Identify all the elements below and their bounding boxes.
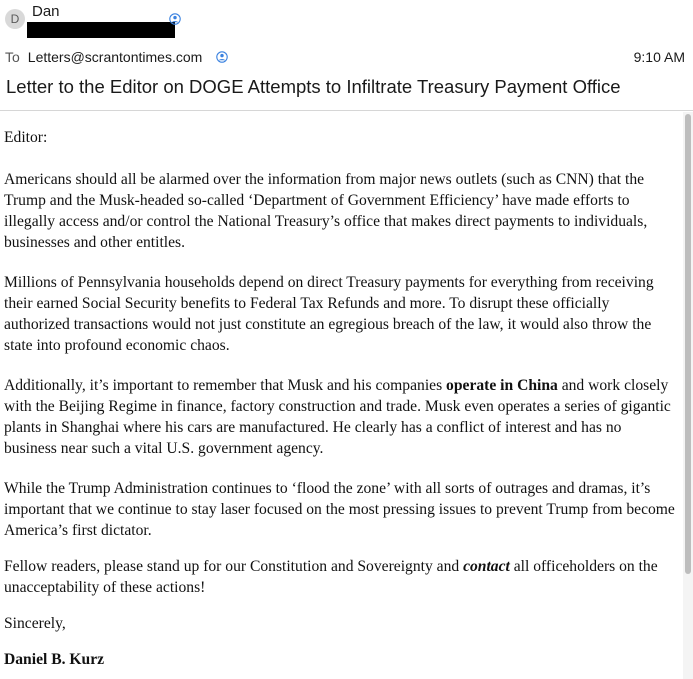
letter-paragraph: Americans should all be alarmed over the information from major news outlets (such as CNN) that the Trump and the Musk-headed so-called ‘Department of Government Efficiency’ have made efforts to illegally access and/or control the National Treasury’s office that makes direct payments to individuals, businesses and other entitles. [4,171,648,251]
recipient-row [5,49,202,65]
paragraph-text: Fellow readers, please stand up for our Constitution and Sovereignty and [4,558,464,575]
message-body [4,112,680,679]
letter-paragraph: While the Trump Administration continues to ‘flood the zone’ with all sorts of outrages and dramas, it’s important that we continue to stay laser focused on the most pressing issues to prevent Trump from become America’s first dictator. [4,480,675,539]
letter-closing: Sincerely, [4,615,66,632]
letter-paragraph: Millions of Pennsylvania households depend on direct Treasury payments for everything from receiving their earned Social Security benefits to Federal Tax Refunds and more. To disrupt these officially authorized transactions would not just constitute an egregious breach of the law, it would also throw the state into profound economic chaos. [4,274,654,354]
person-contact-icon[interactable] [216,51,228,63]
message-subject: Letter to the Editor on DOGE Attempts to Infiltrate Treasury Payment Office [6,76,621,97]
paragraph-text: Additionally, it’s important to remember that Musk and his companies [4,377,447,394]
person-contact-icon[interactable] [169,13,181,25]
sender-avatar[interactable]: D [5,9,25,29]
letter-signature: Daniel B. Kurz [4,651,105,668]
vertical-scrollbar[interactable] [683,112,693,679]
paragraph-text: all officeholders on the unacceptability of these actions! [4,558,658,596]
emphasized-word: contact [463,558,510,575]
letter-greeting: Editor: [4,129,48,146]
bold-phrase: operate in China [446,377,558,394]
message-header [0,0,693,110]
recipient-address[interactable]: Letters@scrantontimes.com [27,49,203,65]
sender-name[interactable]: Dan [32,3,60,20]
letter-paragraph [4,375,676,459]
redacted-sender-email [27,22,175,38]
to-label: To [5,49,20,65]
scrollbar-thumb[interactable] [685,114,691,574]
letter-paragraph [4,556,676,598]
message-time: 9:10 AM [633,49,685,65]
paragraph-text: and work closely with the Beijing Regime in finance, factory construction and trade. Musk even operates a series of gigantic plants in Shanghai where his cars are manufactured. He clearly has a conflict of interest and has no business near such a vital U.S. government agency. [4,377,671,457]
header-divider [0,110,693,111]
